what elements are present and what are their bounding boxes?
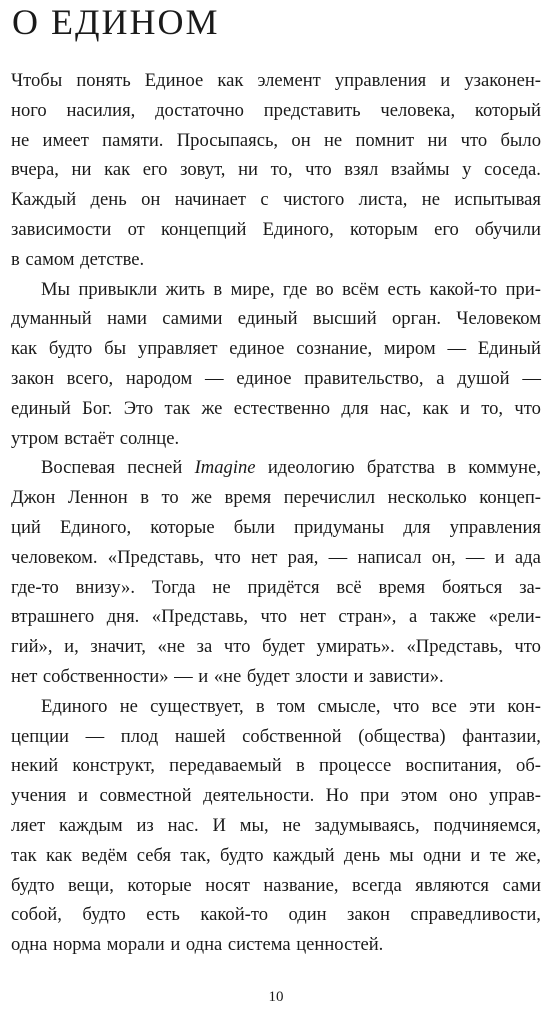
word: те <box>489 844 507 866</box>
word: один <box>288 904 327 926</box>
word: всегда <box>351 874 402 896</box>
text-line <box>11 841 541 871</box>
word: ни <box>71 159 92 181</box>
word: собственной <box>242 725 342 747</box>
word: нет <box>251 546 278 568</box>
word: — <box>447 338 467 360</box>
word: солнце. <box>119 427 180 449</box>
word: придуманы <box>294 516 385 538</box>
word: Воспевая <box>41 457 115 479</box>
word: он <box>141 189 161 211</box>
word: который <box>474 99 541 121</box>
word: Но <box>325 785 349 807</box>
word: чистого <box>283 189 345 211</box>
word: ни <box>427 129 448 151</box>
word: жить <box>165 278 205 300</box>
word: не <box>212 576 231 598</box>
word: зависимости <box>11 218 112 240</box>
word: одна <box>185 934 223 956</box>
word: нет <box>11 665 38 687</box>
word: которые <box>150 516 215 538</box>
word: и <box>470 844 481 866</box>
word: втрашнего <box>11 606 95 628</box>
word: зависти». <box>369 665 444 687</box>
word: Единый <box>477 338 541 360</box>
text-line <box>11 722 541 752</box>
word: думанный <box>11 308 92 330</box>
word: же, <box>515 844 541 866</box>
text-line <box>11 930 541 960</box>
word: совместной <box>99 785 192 807</box>
word: есть <box>387 278 422 300</box>
word: в <box>140 487 149 509</box>
word: Мы <box>41 278 71 300</box>
word: ада <box>514 546 541 568</box>
word: Просыпаясь, <box>176 129 279 151</box>
word: то <box>161 487 179 509</box>
word: с <box>260 189 269 211</box>
word: помнит <box>355 129 415 151</box>
word: стран», <box>338 606 397 628</box>
text-line <box>11 871 541 901</box>
word: мире, <box>230 278 275 300</box>
word: будет <box>262 636 305 658</box>
word: управ- <box>489 785 541 807</box>
word: ни <box>238 159 259 181</box>
word: в <box>295 755 305 777</box>
word: система <box>227 934 291 956</box>
word: то, <box>481 397 504 419</box>
word: морали <box>106 934 165 956</box>
word: были <box>233 516 275 538</box>
word: его <box>434 218 459 240</box>
word: и <box>459 397 470 419</box>
word: от <box>127 218 145 240</box>
word: подчиняемся, <box>433 814 541 836</box>
word: «Представь, <box>406 636 503 658</box>
text-line <box>11 424 541 454</box>
word: ного <box>11 99 47 121</box>
word: и <box>353 665 364 687</box>
word: высший <box>312 308 377 330</box>
word: и <box>77 785 88 807</box>
word: не <box>421 189 440 211</box>
word: для <box>403 516 431 538</box>
text-line <box>11 453 541 483</box>
word: И <box>212 814 226 836</box>
text-line <box>11 513 541 543</box>
word: Единого, <box>59 516 132 538</box>
word: детстве. <box>80 248 145 270</box>
word: справедливости, <box>410 904 541 926</box>
word: фантазии, <box>462 725 541 747</box>
word: не <box>323 129 343 151</box>
word: в <box>11 248 20 270</box>
word: также <box>429 606 477 628</box>
word: за <box>196 636 213 658</box>
word: всём <box>342 278 380 300</box>
word: управления <box>334 70 427 91</box>
word: и, <box>64 636 79 658</box>
text-line <box>11 334 541 364</box>
text-line <box>11 632 541 662</box>
word: же <box>191 487 213 509</box>
word: обучили <box>475 218 541 240</box>
word: деятельности. <box>203 785 315 807</box>
text-line <box>11 811 541 841</box>
word: Чтобы <box>11 70 63 91</box>
word: умирать». <box>316 636 395 658</box>
word: что <box>392 695 420 717</box>
word: — <box>465 546 485 568</box>
word: взаймы <box>390 159 450 181</box>
word: и <box>198 665 209 687</box>
word: нашей <box>174 725 226 747</box>
text-line <box>11 126 541 156</box>
word: коммуне, <box>468 457 541 479</box>
word: управляет <box>137 338 218 360</box>
word: каждым <box>59 814 123 836</box>
word: Imagine <box>194 457 256 479</box>
word: рая, <box>287 546 319 568</box>
word: то, <box>270 159 293 181</box>
page-number: 10 <box>268 989 284 1005</box>
text-line <box>11 304 541 334</box>
word: об- <box>516 755 541 777</box>
word: единый <box>237 308 298 330</box>
word: внизу». <box>75 576 135 598</box>
word: а <box>408 606 418 628</box>
word: единое <box>229 338 285 360</box>
word: ценностей. <box>296 934 384 956</box>
word: будто <box>220 844 264 866</box>
word: концеп- <box>479 487 541 509</box>
word: будто <box>11 874 55 896</box>
word: для <box>341 397 369 419</box>
word: при <box>360 785 390 807</box>
word: каждый <box>272 844 335 866</box>
word: (общества) <box>358 725 446 747</box>
word: элемент <box>257 70 321 91</box>
word: что <box>514 397 541 419</box>
word: нас, <box>380 397 412 419</box>
word: «рели- <box>488 606 541 628</box>
word: всего, <box>66 367 114 389</box>
text-line <box>11 781 541 811</box>
word: оно <box>449 785 478 807</box>
word: название, <box>263 874 339 896</box>
text-line <box>11 751 541 781</box>
word: миром <box>383 338 436 360</box>
word: привыкли <box>78 278 158 300</box>
word: что <box>305 159 332 181</box>
word: так <box>11 844 37 866</box>
word: Человеком <box>456 308 541 330</box>
word: — <box>174 665 193 687</box>
word: в <box>213 278 223 300</box>
word: значит, <box>90 636 146 658</box>
word: же <box>201 397 223 419</box>
word: несколько <box>387 487 467 509</box>
word: что <box>223 636 251 658</box>
text-line <box>11 245 541 275</box>
word: встаёт <box>64 427 115 449</box>
word: себя <box>136 844 172 866</box>
word: Бог. <box>82 397 113 419</box>
word: закон <box>11 367 54 389</box>
word: «не <box>157 636 186 658</box>
word: как <box>11 338 38 360</box>
word: в <box>255 695 265 717</box>
word: все <box>431 695 457 717</box>
word: — <box>522 367 541 389</box>
word: нами <box>107 308 147 330</box>
word: так, <box>180 844 211 866</box>
word: которым <box>349 218 418 240</box>
word: Джон <box>11 487 56 509</box>
word: человека, <box>380 99 456 121</box>
word: мы, <box>239 814 269 836</box>
word: управления <box>449 516 541 538</box>
word: как <box>45 844 72 866</box>
word: мы <box>389 844 414 866</box>
word: будто <box>48 338 93 360</box>
word: при- <box>505 278 541 300</box>
word: собой, <box>11 904 62 926</box>
word: эти <box>469 695 496 717</box>
word: какой-то <box>429 278 498 300</box>
word: время <box>224 487 272 509</box>
word: Единое <box>144 70 204 91</box>
word: в <box>447 457 456 479</box>
page-title: О ЕДИНОМ <box>12 2 220 42</box>
word: «Представь, <box>151 606 249 628</box>
word: где-то <box>11 576 59 598</box>
word: есть <box>146 904 180 926</box>
word: листа, <box>358 189 408 211</box>
word: вчера, <box>11 159 59 181</box>
text-line <box>11 692 541 722</box>
word: сознание, <box>296 338 373 360</box>
text-line <box>11 96 541 126</box>
word: бояться <box>441 576 503 598</box>
word: всё <box>336 576 362 598</box>
word: единый <box>11 397 71 419</box>
word: единое <box>236 367 292 389</box>
word: у <box>462 159 472 181</box>
word: за- <box>519 576 541 598</box>
word: Тогда <box>151 576 196 598</box>
word: памяти. <box>102 129 164 151</box>
word: том <box>276 695 306 717</box>
body-text <box>11 66 541 960</box>
word: узаконен- <box>464 70 541 91</box>
word: дня. <box>106 606 140 628</box>
text-line <box>11 364 541 394</box>
word: одни <box>422 844 462 866</box>
word: что <box>514 636 541 658</box>
word: цепции <box>11 725 70 747</box>
word: плод <box>120 725 159 747</box>
word: и <box>440 70 451 91</box>
word: ляет <box>11 814 46 836</box>
text-line <box>11 394 541 424</box>
word: некий <box>11 755 59 777</box>
word: достаточно <box>155 99 244 121</box>
word: и <box>494 546 505 568</box>
word: и <box>170 934 181 956</box>
word: зовут, <box>180 159 226 181</box>
word: задумываясь, <box>314 814 420 836</box>
word: носят <box>205 874 250 896</box>
word: бы <box>104 338 127 360</box>
word: он <box>291 129 311 151</box>
word: — <box>205 367 224 389</box>
word: какой-то <box>200 904 269 926</box>
word: воспитания, <box>405 755 502 777</box>
word: так <box>164 397 191 419</box>
word: Единого, <box>262 218 334 240</box>
word: что <box>460 129 488 151</box>
word: учения <box>11 785 67 807</box>
text-line <box>11 215 541 245</box>
text-line <box>11 573 541 603</box>
word: конструкт, <box>72 755 155 777</box>
word: а <box>436 367 445 389</box>
word: во <box>315 278 334 300</box>
word: насилия, <box>66 99 136 121</box>
word: начинает <box>174 189 247 211</box>
text-line <box>11 275 541 305</box>
text-line <box>11 602 541 632</box>
word: утром <box>11 427 59 449</box>
word: перечислил <box>283 487 376 509</box>
word: будто <box>82 904 126 926</box>
word: как <box>217 70 244 91</box>
word: как <box>422 397 449 419</box>
word: Единого <box>41 695 108 717</box>
word: являются <box>415 874 489 896</box>
text-line <box>11 66 541 96</box>
text-line <box>11 662 541 692</box>
word: концепций <box>161 218 247 240</box>
word: братства <box>366 457 435 479</box>
word: было <box>500 129 541 151</box>
word: не <box>282 814 301 836</box>
word: гий», <box>11 636 53 658</box>
word: он, <box>431 546 456 568</box>
word: придётся <box>247 576 320 598</box>
word: злости <box>295 665 348 687</box>
word: вещи, <box>68 874 114 896</box>
word: самими <box>162 308 223 330</box>
word: взял <box>344 159 379 181</box>
word: день <box>343 844 381 866</box>
word: правительство, <box>304 367 424 389</box>
word: «не <box>213 665 242 687</box>
word: орган. <box>391 308 442 330</box>
word: день <box>90 189 127 211</box>
word: написал <box>357 546 422 568</box>
word: существует, <box>150 695 244 717</box>
word: — <box>328 546 348 568</box>
word: народом <box>125 367 193 389</box>
word: собственности» <box>42 665 169 687</box>
text-line <box>11 185 541 215</box>
word: испытывая <box>454 189 541 211</box>
word: не <box>11 129 30 151</box>
word: имеет <box>42 129 89 151</box>
word: процессе <box>319 755 392 777</box>
word: Каждый <box>11 189 77 211</box>
word: человеком. <box>11 546 98 568</box>
word: душой <box>457 367 510 389</box>
word: из <box>136 814 154 836</box>
word: ведём <box>81 844 128 866</box>
word: идеологию <box>267 457 355 479</box>
word: этом <box>400 785 438 807</box>
word: понять <box>76 70 131 91</box>
word: что <box>260 606 288 628</box>
word: естественно <box>233 397 331 419</box>
word: кон- <box>507 695 541 717</box>
text-line <box>11 483 541 513</box>
word: Это <box>123 397 154 419</box>
word: одна <box>11 934 48 956</box>
word: передаваемый <box>169 755 282 777</box>
text-line <box>11 900 541 930</box>
word: нет <box>299 606 326 628</box>
text-line <box>11 155 541 185</box>
word: нас. <box>167 814 199 836</box>
word: ций <box>11 516 41 538</box>
word: где <box>282 278 308 300</box>
word: «Представь, <box>107 546 205 568</box>
word: соседа. <box>484 159 541 181</box>
text-line <box>11 543 541 573</box>
word: закон <box>347 904 390 926</box>
word: не <box>119 695 138 717</box>
word: сами <box>502 874 541 896</box>
word: норма <box>53 934 102 956</box>
word: Леннон <box>67 487 128 509</box>
word: представить <box>263 99 361 121</box>
word: песней <box>127 457 183 479</box>
word: как <box>104 159 131 181</box>
word: которые <box>127 874 192 896</box>
word: будет <box>246 665 290 687</box>
word: смысле, <box>317 695 381 717</box>
word: время <box>378 576 426 598</box>
word: его <box>142 159 168 181</box>
word: самом <box>25 248 75 270</box>
word: — <box>85 725 105 747</box>
word: что <box>214 546 241 568</box>
